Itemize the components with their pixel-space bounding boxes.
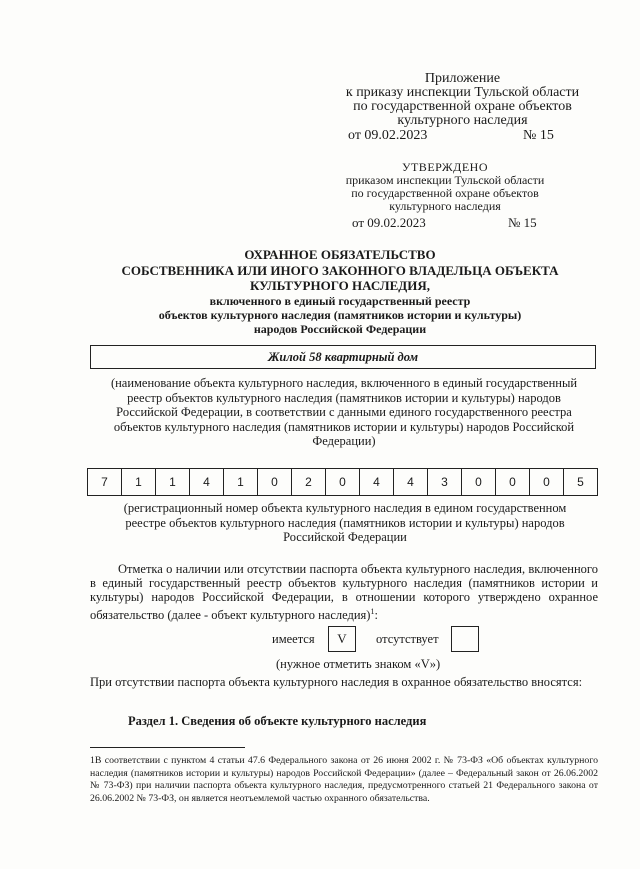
annex-line: Приложение [424,71,501,86]
no-passport-label: отсутствует [376,632,439,646]
caption-line: (наименование объекта культурного наследия, включенного в единый государственный [110,376,578,390]
caption-line: Российской Федерации [283,530,407,545]
registration-digit: 0 [529,468,564,496]
approved-heading: УТВЕРЖДЕНО [401,160,488,174]
object-name: Жилой 58 квартирный дом [267,349,419,364]
passport-paragraph: Отметка о наличии или отсутствии паспорта объекта культурного наследия, включенного в единый государственный реестр объектов культурного наследия (памятников истории и культуры) народов Российской Федерации, в отношении которого утверждено охранное обязательство (далее - объект культурного наследия)$^1$: [90,562,598,622]
approved-line: приказом инспекции Тульской области [345,173,545,187]
footnote-ref: 1 [370,606,375,616]
check-mark: V [337,631,347,646]
annex-block [300,72,625,128]
subtitle-line: включенного в единый государственный реестр [209,294,471,308]
title-line: СОБСТВЕННИКА ИЛИ ИНОГО ЗАКОННОГО ВЛАДЕЛЬЦА ОБЪЕКТА [121,262,559,278]
annex-date: от 09.02.2023 [348,128,428,143]
registration-number-grid [88,468,598,496]
caption-line: Федерации) [312,434,376,449]
section-title: Раздел 1. Сведения об объекте культурного наследия [128,714,427,728]
approved-line: культурного наследия [389,199,501,213]
caption-line: реестре объектов культурного наследия (памятников истории и культуры) народов [125,515,565,530]
registration-digit: 0 [495,468,530,496]
registration-digit: 3 [427,468,462,496]
registration-digit: 4 [189,468,224,496]
registration-digit: 2 [291,468,326,496]
passport-text: Отметка о наличии или отсутствии паспорта объекта культурного наследия, включенного в единый государственный реестр объектов культурного наследия (памятников истории и культуры) народов Российской Федерации, в отношении которого утверждено охранное обязательство (далее - объект культурного наследия) [90,562,598,622]
subtitle-line: народов Российской Федерации [253,322,427,336]
annex-number: № 15 [523,128,554,143]
approved-block [330,174,560,213]
registration-digit: 4 [359,468,394,496]
annex-line: к приказу инспекции Тульской области [345,85,580,100]
object-name-box [90,345,596,369]
registration-digit: 1 [155,468,190,496]
document-title [60,247,620,294]
approved-line: по государственной охране объектов [351,186,539,200]
registration-digit: 5 [563,468,598,496]
caption-line: (регистрационный номер объекта культурного наследия в едином государственном [123,501,567,515]
subtitle-line: объектов культурного наследия (памятников истории и культуры) [158,308,522,322]
has-passport-checkbox[interactable] [328,626,356,652]
registration-digit: 1 [223,468,258,496]
registration-digit: 1 [121,468,156,496]
registration-digit: 0 [257,468,292,496]
registration-digit: 7 [87,468,122,496]
registration-caption [100,501,590,545]
footnote-divider [90,747,245,748]
footnote: 1В соответствии с пунктом 4 статьи 47.6 Федерального закона от 26 июня 2002 г. № 73-ФЗ «Об объектах культурного наследия (памятников истории и культуры) народов Российской Федерации» (далее – Федеральный закон от 26.06.2002 № 73-ФЗ) при наличии паспорта объекта культурного наследия, предусмотренного статьей 21 Федерального закона от 26.06.2002 № 73-ФЗ, он является неотъемлемой частью охранного обязательства. [90,755,598,804]
registration-digit: 0 [325,468,360,496]
approved-date: от 09.02.2023 [352,215,426,230]
object-name-caption [88,376,600,449]
absence-paragraph [90,675,598,689]
registration-digit: 0 [461,468,496,496]
caption-line: Российской Федерации, в соответствии с данными единого государственного реестра [116,405,572,420]
annex-line: культурного наследия [397,113,528,128]
mark-hint: (нужное отметить знаком «V») [276,657,441,671]
no-passport-checkbox[interactable] [451,626,479,652]
annex-line: по государственной охране объектов [353,99,572,114]
caption-line: реестр объектов культурного наследия (памятников истории и культуры) народов [127,390,561,405]
absence-text: При отсутствии паспорта объекта культурного наследия в охранное обязательство вносятся: [90,675,583,689]
has-passport-label: имеется [272,632,315,646]
registration-digit: 4 [393,468,428,496]
title-line: ОХРАННОЕ ОБЯЗАТЕЛЬСТВО [244,247,436,262]
title-line: КУЛЬТУРНОГО НАСЛЕДИЯ, [250,278,430,293]
document-subtitle [60,294,620,336]
approved-number: № 15 [508,215,537,230]
caption-line: объектов культурного наследия (памятников истории и культуры) народов Российской [113,419,575,434]
